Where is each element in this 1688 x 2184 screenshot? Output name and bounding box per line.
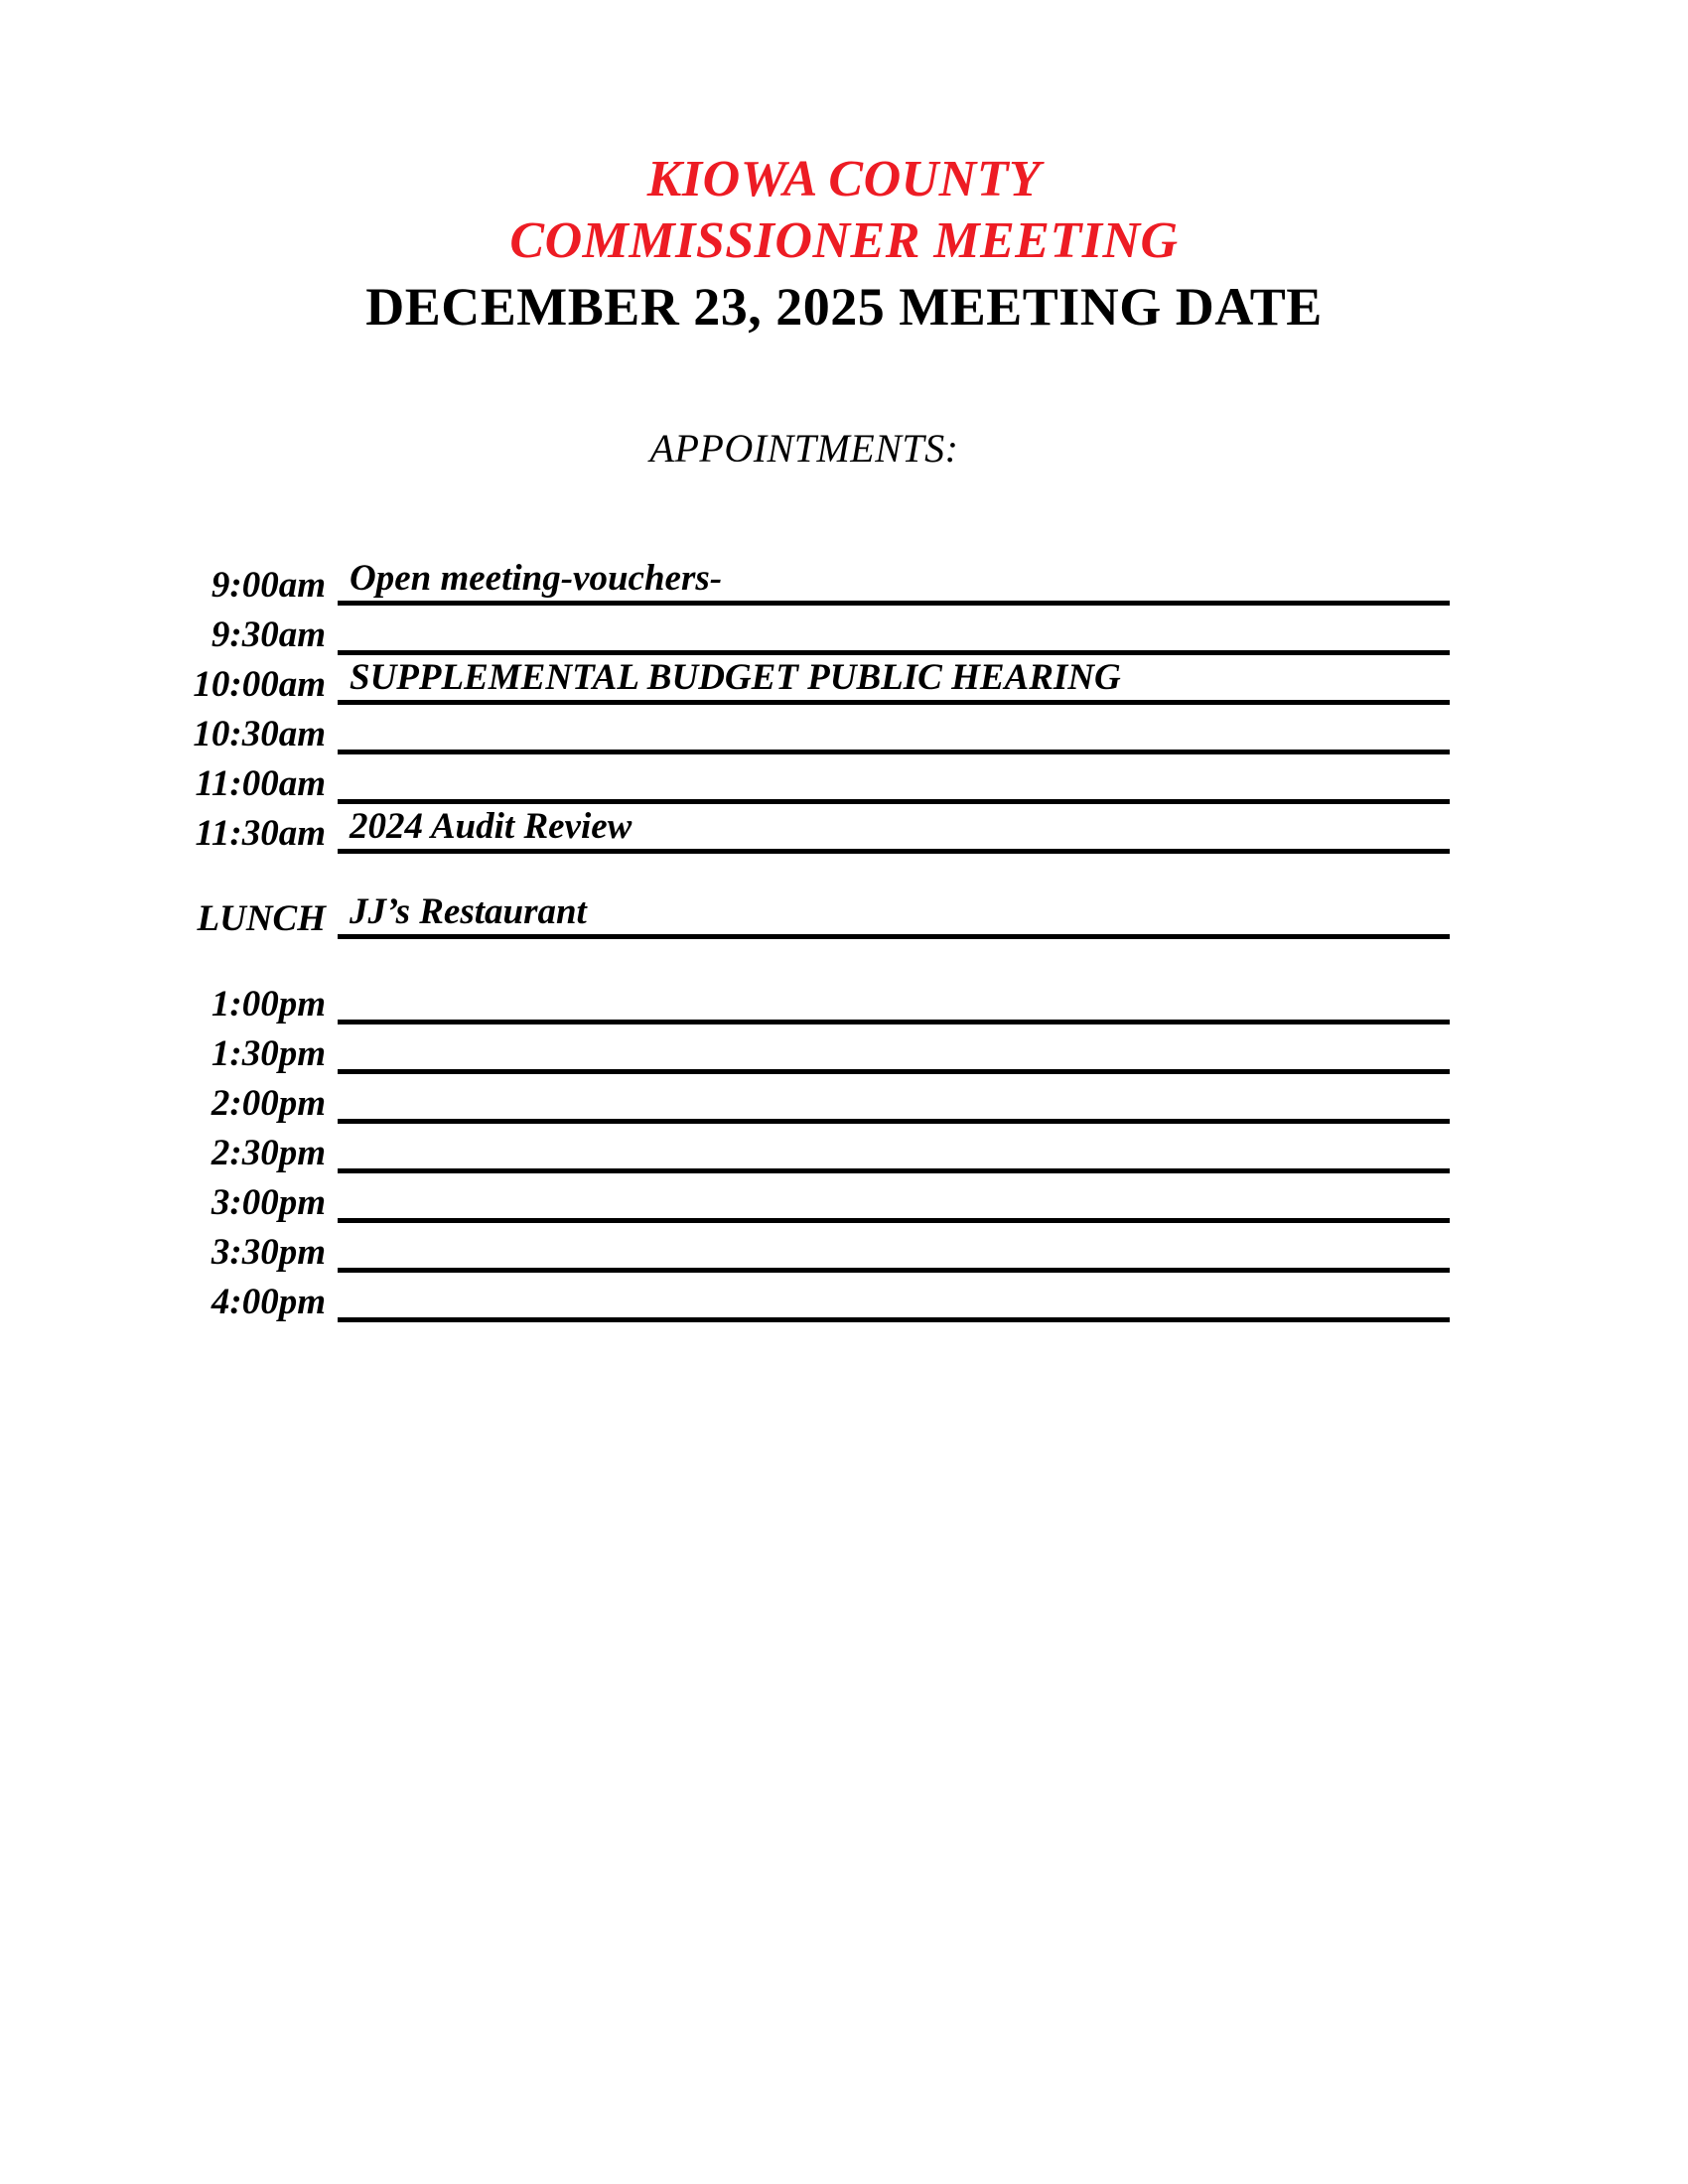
slot-write-line[interactable] — [338, 981, 1450, 1024]
meeting-date-line: DECEMBER 23, 2025 MEETING DATE — [365, 277, 1323, 337]
slot-write-line[interactable] — [338, 1279, 1450, 1322]
schedule-row — [0, 556, 1688, 606]
slot-write-line[interactable] — [338, 1130, 1450, 1173]
slot-time-label: 9:30am — [211, 614, 326, 655]
schedule-row — [0, 705, 1688, 754]
slot-entry-text: 2024 Audit Review — [350, 806, 633, 847]
schedule-row — [0, 1173, 1688, 1223]
slot-entry-text: JJ’s Restaurant — [350, 891, 587, 932]
slot-write-line[interactable] — [338, 1179, 1450, 1223]
schedule-row — [0, 1024, 1688, 1074]
appointments-schedule — [0, 556, 1688, 1322]
slot-time-label: 2:30pm — [211, 1133, 326, 1173]
slot-time-label: 9:00am — [211, 565, 326, 606]
slot-write-line[interactable] — [338, 806, 1450, 854]
slot-time-label: 1:30pm — [211, 1033, 326, 1074]
slot-time-label: 1:00pm — [211, 984, 326, 1024]
slot-time-label: 10:00am — [193, 664, 326, 705]
slot-entry-text: SUPPLEMENTAL BUDGET PUBLIC HEARING — [350, 657, 1121, 698]
slot-write-line[interactable] — [338, 1080, 1450, 1124]
title-line-commissioner-meeting: COMMISSIONER MEETING — [509, 212, 1179, 269]
slot-time-label: 2:00pm — [211, 1083, 326, 1124]
slot-write-line[interactable] — [338, 612, 1450, 655]
title-line-county: KIOWA COUNTY — [646, 151, 1042, 207]
schedule-row — [0, 1074, 1688, 1124]
slot-time-label: 10:30am — [193, 714, 326, 754]
slot-write-line[interactable] — [338, 711, 1450, 754]
schedule-row — [0, 655, 1688, 705]
schedule-row — [0, 1124, 1688, 1173]
schedule-row — [0, 606, 1688, 655]
slot-write-line[interactable] — [338, 1229, 1450, 1273]
slot-time-label-lunch: LUNCH — [197, 898, 326, 939]
schedule-row — [0, 1223, 1688, 1273]
slot-write-line[interactable] — [338, 558, 1450, 606]
slot-write-line[interactable] — [338, 1030, 1450, 1074]
slot-write-line[interactable] — [338, 760, 1450, 804]
slot-time-label: 4:00pm — [211, 1282, 326, 1322]
document-header — [0, 149, 1688, 340]
slot-time-label: 3:30pm — [211, 1232, 326, 1273]
slot-time-label: 11:00am — [195, 763, 326, 804]
schedule-row — [0, 754, 1688, 804]
slot-entry-text: Open meeting-vouchers- — [350, 558, 723, 599]
schedule-row — [0, 804, 1688, 854]
schedule-row-lunch — [0, 889, 1688, 939]
appointments-heading: APPOINTMENTS: — [649, 426, 959, 471]
slot-write-line[interactable] — [338, 891, 1450, 939]
slot-time-label: 11:30am — [195, 813, 326, 854]
schedule-row — [0, 1273, 1688, 1322]
slot-time-label: 3:00pm — [211, 1182, 326, 1223]
slot-write-line[interactable] — [338, 657, 1450, 705]
schedule-row — [0, 975, 1688, 1024]
